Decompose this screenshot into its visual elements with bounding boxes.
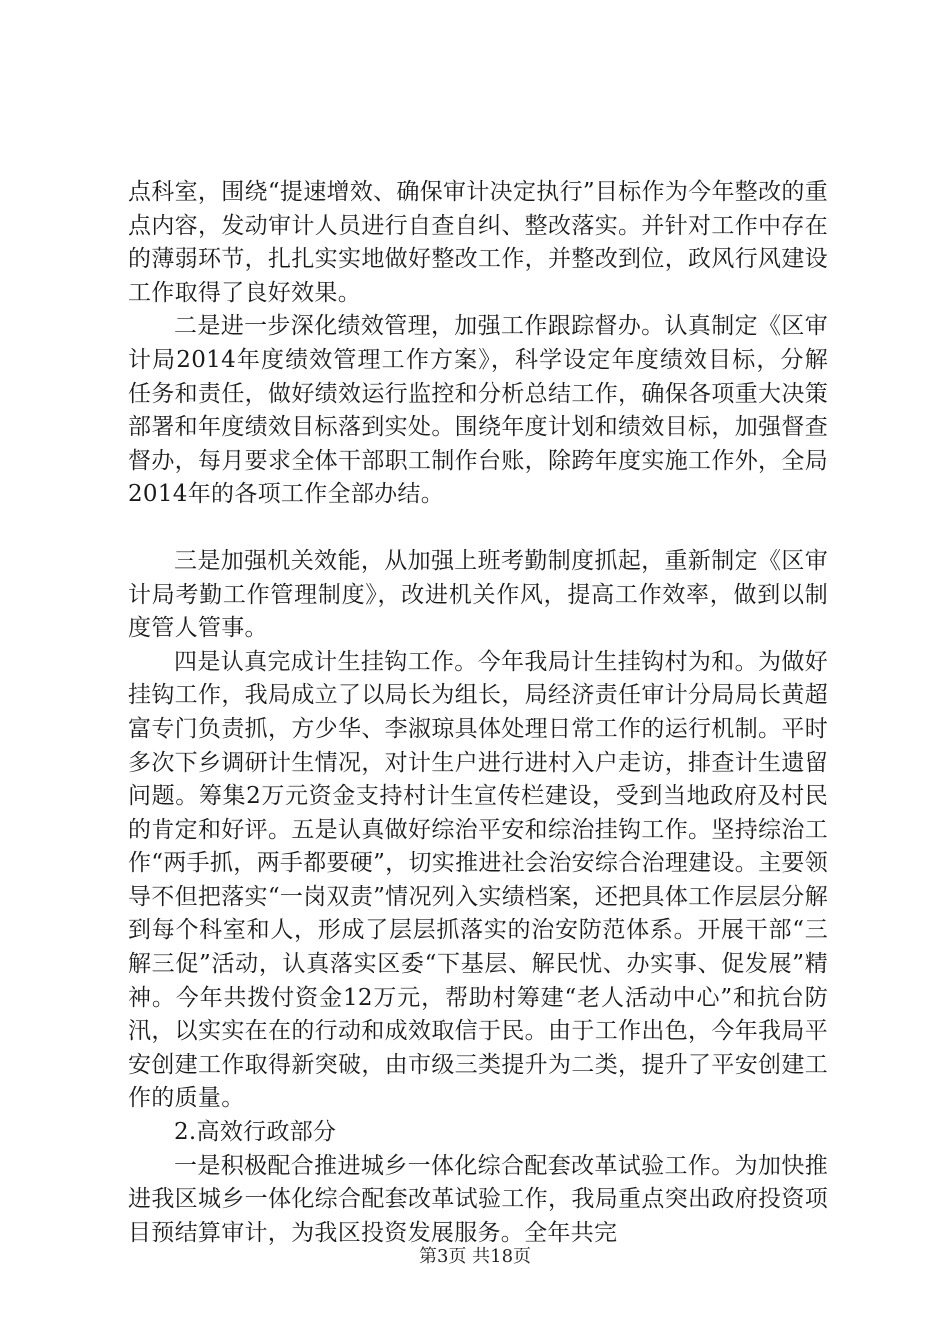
paragraph-family-planning-and-security: 四是认真完成计生挂钩工作。今年我局计生挂钩村为和。为做好挂钩工作，我局成立了以局长为组长，局经济责任审计分局局长黄超富专门负责抓，方少华、李淑琼具体处理日常工作的运行机制。平时多次下乡调研计生情况，对计生户进行进村入户走访，排查计生遗留问题。筹集2万元资金支持村计生宣传栏建设，受到当地政府及村民的肯定和好评。五是认真做好综治平安和综治挂钩工作。坚持综治工作“两手抓，两手都要硬”，切实推进社会治安综合治理建设。主要领导不但把落实“一岗双责”情况列入实绩档案，还把具体工作层层分解到每个科室和人，形成了层层抓落实的治安防范体系。开展干部“三解三促”活动，认真落实区委“下基层、解民忧、办实事、促发展”精神。今年共拨付资金12万元，帮助村筹建“老人活动中心”和抗台防汛，以实实在在的行动和成效取信于民。由于工作出色，今年我局平安创建工作取得新突破，由市级三类提升为二类，提升了平安创建工作的质量。	[128, 648, 828, 1112]
paragraph-continued: 点科室，围绕“提速增效、确保审计决定执行”目标作为今年整改的重点内容，发动审计人员进行自查自纠、整改落实。并针对工作中存在的薄弱环节，扎扎实实地做好整改工作，并整改到位，政风行风建设工作取得了良好效果。	[128, 179, 828, 306]
paragraph-performance-management: 二是进一步深化绩效管理，加强工作跟踪督办。认真制定《区审计局2014年度绩效管理工作方案》，科学设定年度绩效目标，分解任务和责任，做好绩效运行监控和分析总结工作，确保各项重大决策部署和年度绩效目标落到实处。围绕年度计划和绩效目标，加强督查督办，每月要求全体干部职工制作台账，除跨年度实施工作外，全局2014年的各项工作全部办结。	[128, 313, 828, 508]
body-text	[128, 176, 828, 1250]
paragraph-urban-rural-integration: 一是积极配合推进城乡一体化综合配套改革试验工作。为加快推进我区城乡一体化综合配套改革试验工作，我局重点突出政府投资项目预结算审计，为我区投资发展服务。全年共完	[128, 1152, 828, 1246]
paragraph-office-efficiency: 三是加强机关效能，从加强上班考勤制度抓起，重新制定《区审计局考勤工作管理制度》，改进机关作风，提高工作效率，做到以制度管人管事。	[128, 547, 828, 642]
section-heading-efficient-administration: 2.高效行政部分	[174, 1119, 337, 1146]
page-number-footer: 第3页 共18页	[418, 1246, 532, 1267]
